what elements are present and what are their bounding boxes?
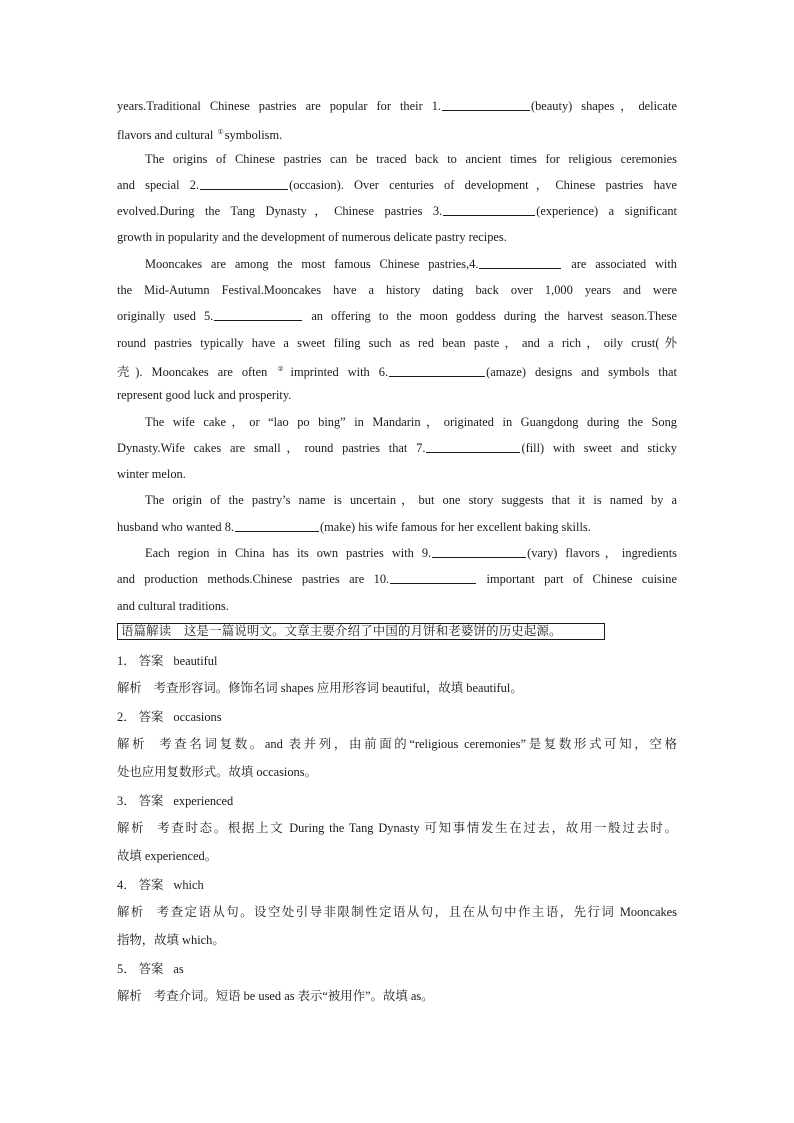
passage-line: the Mid-Autumn Festival.Mooncakes have a history dating back over 1,000 years and were [117,283,677,298]
answer-value: as [173,961,184,976]
passage-line: round pastries typically have a sweet filing such as red bean paste，and a rich，oily crust(外 [117,335,677,350]
answer-item: 4． 答案 which 解析 考查定语从句。设空处引导非限制性定语从句，且在从句中作主语，先行词 Mooncakes 指物，故填 which。 [117,877,678,947]
passage-line: Each region in China has its own pastries with 9. (vary) flavors，ingredients [145,546,677,561]
passage-line: and cultural traditions. [117,598,229,613]
passage-line: and special 2. (occasion). Over centuries of development，Chinese pastries have [117,177,677,192]
answer-blank-7 [426,440,520,453]
document-page [117,93,677,1010]
answer-blank-1 [442,98,530,111]
explanation-text: 考查介词。短语 be used as 表示“被用作”。故填 as。 [153,988,434,1003]
passage-line: growth in popularity and the development of numerous delicate pastry recipes. [117,230,507,245]
answer-value: occasions [173,709,222,724]
passage-line: The wife cake，or “lao po bing” in Mandarin，originated in Guangdong during the Song [145,414,677,429]
passage-line: 壳). Mooncakes are often ②imprinted with 6. (amaze) designs and symbols that [117,364,677,379]
passage-line: Dynasty.Wife cakes are small，round pastries that 7. (fill) with sweet and sticky [117,440,678,455]
passage-line: The origin of the pastry’s name is uncertain，but one story suggests that it is named by a [145,493,677,508]
footnote-marker-1: ① [217,128,224,137]
passage-summary-box: 语篇解读 这是一篇说明文。文章主要介绍了中国的月饼和老婆饼的历史起源。 [117,623,605,640]
passage-line: The origins of Chinese pastries can be traced back to ancient times for religious ceremonies [145,151,677,166]
explanation-text: 处也应用复数形式。故填 occasions。 [117,764,317,779]
answer-blank-2 [200,177,288,190]
answer-blank-10 [390,571,476,584]
answer-item: 5． 答案 as 解析 考查介词。短语 be used as 表示“被用作”。故填 as。 [117,961,434,1003]
explanation-text: 考查形容词。修饰名词 shapes 应用形容词 beautiful，故填 beautiful。 [153,680,523,695]
explanation-text: 故填 experienced。 [117,848,218,863]
answer-blank-6 [389,364,485,377]
answer-blank-5 [214,308,302,321]
passage-line: and production methods.Chinese pastries are 10. important part of Chinese cuisine [117,572,677,587]
answer-value: experienced [173,793,234,808]
answer-value: beautiful [173,653,218,668]
answer-blank-8 [235,519,319,532]
passage-line: husband who wanted 8. (make) his wife famous for her excellent baking skills. [117,519,591,534]
answer-blank-4 [479,256,561,269]
passage-line: Mooncakes are among the most famous Chinese pastries,4. are associated with [145,256,677,271]
answer-value: which [173,877,204,892]
explanation-text: 考查时态。根据上文 During the Tang Dynasty 可知事情发生在过去，故用一般过去时。 [157,820,678,835]
passage-line: represent good luck and prosperity. [117,388,292,403]
passage-line: winter melon. [117,467,186,482]
answer-item: 2． 答案 occasions 解析 考查名词复数。and 表并列，由前面的“religious ceremonies”是复数形式可知，空格 处也应用复数形式。故填 occasions。 [117,709,677,779]
answer-item: 3． 答案 experienced 解析 考查时态。根据上文 During the Tang Dynasty 可知事情发生在过去，故用一般过去时。 故填 experienced。 [117,793,678,863]
explanation-text: 考查名词复数。and 表并列，由前面的“religious ceremonies”是复数形式可知，空格 [159,736,677,751]
explanation-text: 考查定语从句。设空处引导非限制性定语从句，且在从句中作主语，先行词 Mooncakes [156,904,678,919]
passage-line: originally used 5. an offering to the moon goddess during the harvest season.These [117,309,677,324]
footnote-marker-2: ② [277,364,290,373]
passage-line: flavors and cultural ①symbolism. [117,128,283,143]
answer-blank-3 [443,203,535,216]
passage-line: evolved.During the Tang Dynasty，Chinese pastries 3. (experience) a significant [117,204,677,219]
answer-blank-9 [432,545,526,558]
answer-item: 1． 答案 beautiful 解析 考查形容词。修饰名词 shapes 应用形容词 beautiful，故填 beautiful。 [117,653,523,695]
explanation-text: 指物，故填 which。 [117,932,225,947]
passage-line: years.Traditional Chinese pastries are popular for their 1. (beauty) shapes，delicate [117,99,677,113]
